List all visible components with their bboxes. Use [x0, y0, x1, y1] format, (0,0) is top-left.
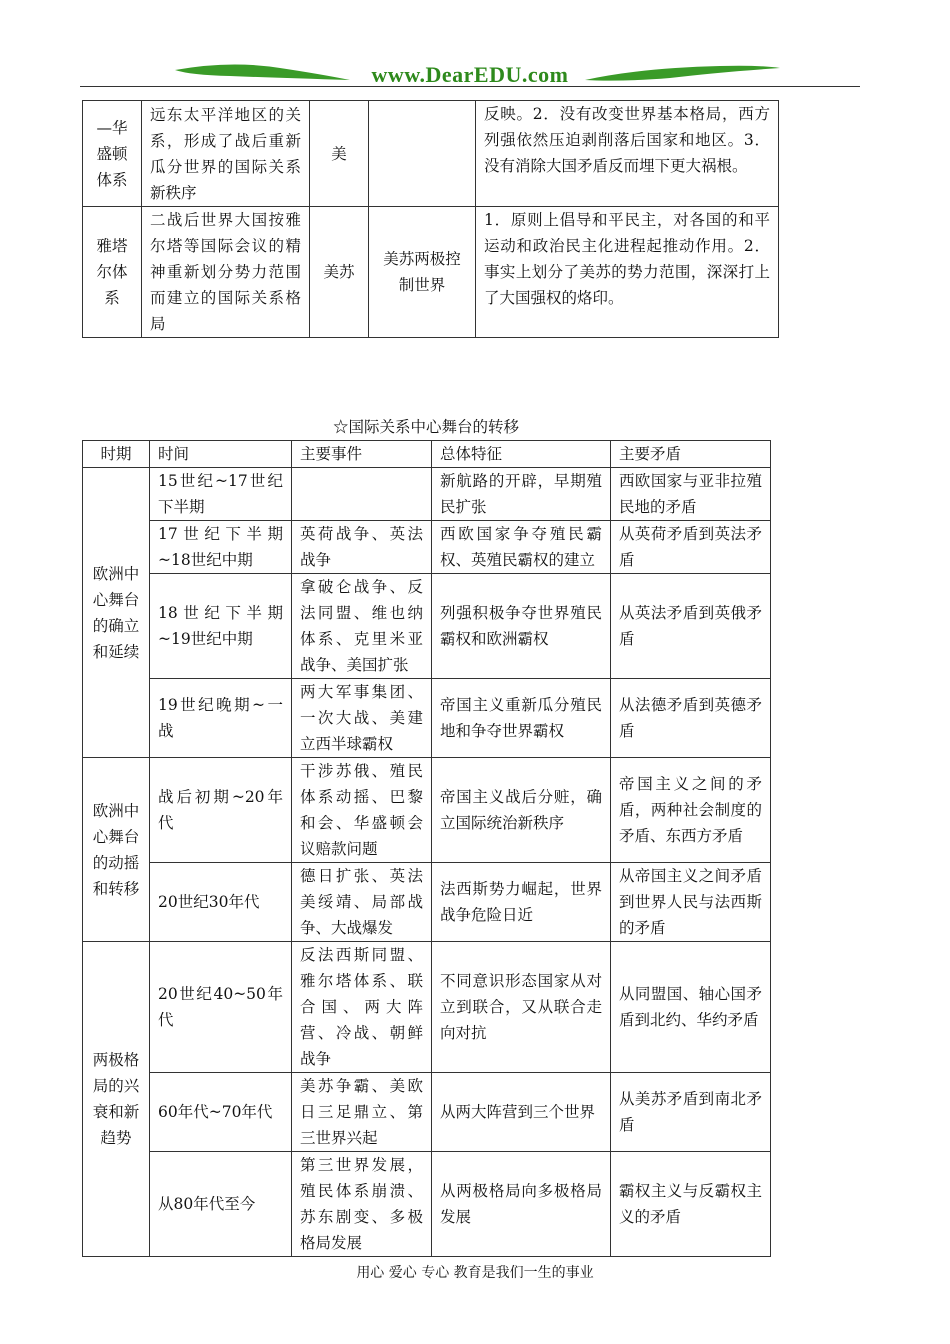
events-cell: 反法西斯同盟、雅尔塔体系、联合国、两大阵营、冷战、朝鲜战争	[292, 942, 432, 1073]
feature-cell: 从两大阵营到三个世界	[432, 1073, 611, 1152]
column-header: 主要事件	[292, 441, 432, 468]
feature-cell: 不同意识形态国家从对立到联合，又从联合走向对抗	[432, 942, 611, 1073]
time-cell: 战后初期~20年代	[150, 758, 292, 863]
system-name: —华盛顿体系	[83, 101, 142, 207]
table-row	[83, 942, 771, 1073]
table-row	[83, 521, 771, 574]
feature-cell: 从两极格局向多极格局发展	[432, 1152, 611, 1257]
table-caption: ☆国际关系中心舞台的转移	[332, 418, 519, 436]
time-cell: 20世纪40~50年代	[150, 942, 292, 1073]
header-divider	[80, 86, 860, 87]
page-footer: 用心 爱心 专心 教育是我们一生的事业	[356, 1265, 594, 1281]
time-cell: 15世纪~17世纪下半期	[150, 468, 292, 521]
site-logo[interactable]: www.DearEDU.com	[371, 62, 569, 87]
time-cell: 18世纪下半期~19世纪中期	[150, 574, 292, 679]
stage-shift-table	[82, 440, 771, 1257]
table-row	[83, 101, 779, 207]
site-header	[80, 58, 860, 94]
conflict-cell: 霸权主义与反霸权主义的矛盾	[611, 1152, 771, 1257]
events-cell: 拿破仑战争、反法同盟、维也纳体系、克里米亚战争、美国扩张	[292, 574, 432, 679]
feature-cell: 法西斯势力崛起，世界战争危险日近	[432, 863, 611, 942]
events-cell: 干涉苏俄、殖民体系动摇、巴黎和会、华盛顿会议赔款问题	[292, 758, 432, 863]
conflict-cell: 从帝国主义之间矛盾到世界人民与法西斯的矛盾	[611, 863, 771, 942]
conflict-cell: 从英荷矛盾到英法矛盾	[611, 521, 771, 574]
column-header: 时间	[150, 441, 292, 468]
system-content: 二战后世界大国按雅尔塔等国际会议的精神重新划分势力范围而建立的国际关系格局	[142, 207, 310, 338]
system-content: 远东太平洋地区的关系，形成了战后重新瓜分世界的国际关系新秩序	[142, 101, 310, 207]
system-dominant: 美苏	[310, 207, 369, 338]
table-row	[83, 1152, 771, 1257]
events-cell: 两大军事集团、一次大战、美建立西半球霸权	[292, 679, 432, 758]
time-cell: 60年代~70年代	[150, 1073, 292, 1152]
table-row	[83, 679, 771, 758]
events-cell: 英荷战争、英法战争	[292, 521, 432, 574]
conflict-cell: 从英法矛盾到英俄矛盾	[611, 574, 771, 679]
feature-cell: 西欧国家争夺殖民霸权、英殖民霸权的建立	[432, 521, 611, 574]
table-row	[83, 574, 771, 679]
events-cell: 美苏争霸、美欧日三足鼎立、第三世界兴起	[292, 1073, 432, 1152]
table-row	[83, 1073, 771, 1152]
conflict-cell: 西欧国家与亚非拉殖民地的矛盾	[611, 468, 771, 521]
table-row	[83, 863, 771, 942]
table-header-row	[83, 441, 771, 468]
feature-cell: 列强积极争夺世界殖民霸权和欧洲霸权	[432, 574, 611, 679]
column-header: 总体特征	[432, 441, 611, 468]
system-pattern	[369, 101, 476, 207]
period-cell: 两极格局的兴衰和新趋势	[83, 942, 150, 1257]
table-row	[83, 468, 771, 521]
events-cell	[292, 468, 432, 521]
time-cell: 19世纪晚期~一战	[150, 679, 292, 758]
column-header: 主要矛盾	[611, 441, 771, 468]
feature-cell: 新航路的开辟，早期殖民扩张	[432, 468, 611, 521]
time-cell: 17世纪下半期~18世纪中期	[150, 521, 292, 574]
system-evaluation: 反映。2．没有改变世界基本格局，西方列强依然压迫剥削落后国家和地区。3．没有消除大国矛盾反而埋下更大祸根。	[476, 101, 779, 207]
feature-cell: 帝国主义战后分赃，确立国际统治新秩序	[432, 758, 611, 863]
system-dominant: 美	[310, 101, 369, 207]
period-cell: 欧洲中心舞台的动摇和转移	[83, 758, 150, 942]
conflict-cell: 从同盟国、轴心国矛盾到北约、华约矛盾	[611, 942, 771, 1073]
time-cell: 20世纪30年代	[150, 863, 292, 942]
events-cell: 第三世界发展，殖民体系崩溃、苏东剧变、多极格局发展	[292, 1152, 432, 1257]
feature-cell: 帝国主义重新瓜分殖民地和争夺世界霸权	[432, 679, 611, 758]
system-pattern: 美苏两极控制世界	[369, 207, 476, 338]
conflict-cell: 从法德矛盾到英德矛盾	[611, 679, 771, 758]
period-cell: 欧洲中心舞台的确立和延续	[83, 468, 150, 758]
conflict-cell: 帝国主义之间的矛盾，两种社会制度的矛盾、东西方矛盾	[611, 758, 771, 863]
events-cell: 德日扩张、英法美绥靖、局部战争、大战爆发	[292, 863, 432, 942]
conflict-cell: 从美苏矛盾到南北矛盾	[611, 1073, 771, 1152]
column-header: 时期	[83, 441, 150, 468]
table-row	[83, 207, 779, 338]
system-evaluation: 1．原则上倡导和平民主，对各国的和平运动和政治民主化进程起推动作用。2．事实上划分了美苏的势力范围，深深打上了大国强权的烙印。	[476, 207, 779, 338]
table-row	[83, 758, 771, 863]
treaty-system-table	[82, 100, 779, 338]
time-cell: 从80年代至今	[150, 1152, 292, 1257]
system-name: 雅塔尔体系	[83, 207, 142, 338]
